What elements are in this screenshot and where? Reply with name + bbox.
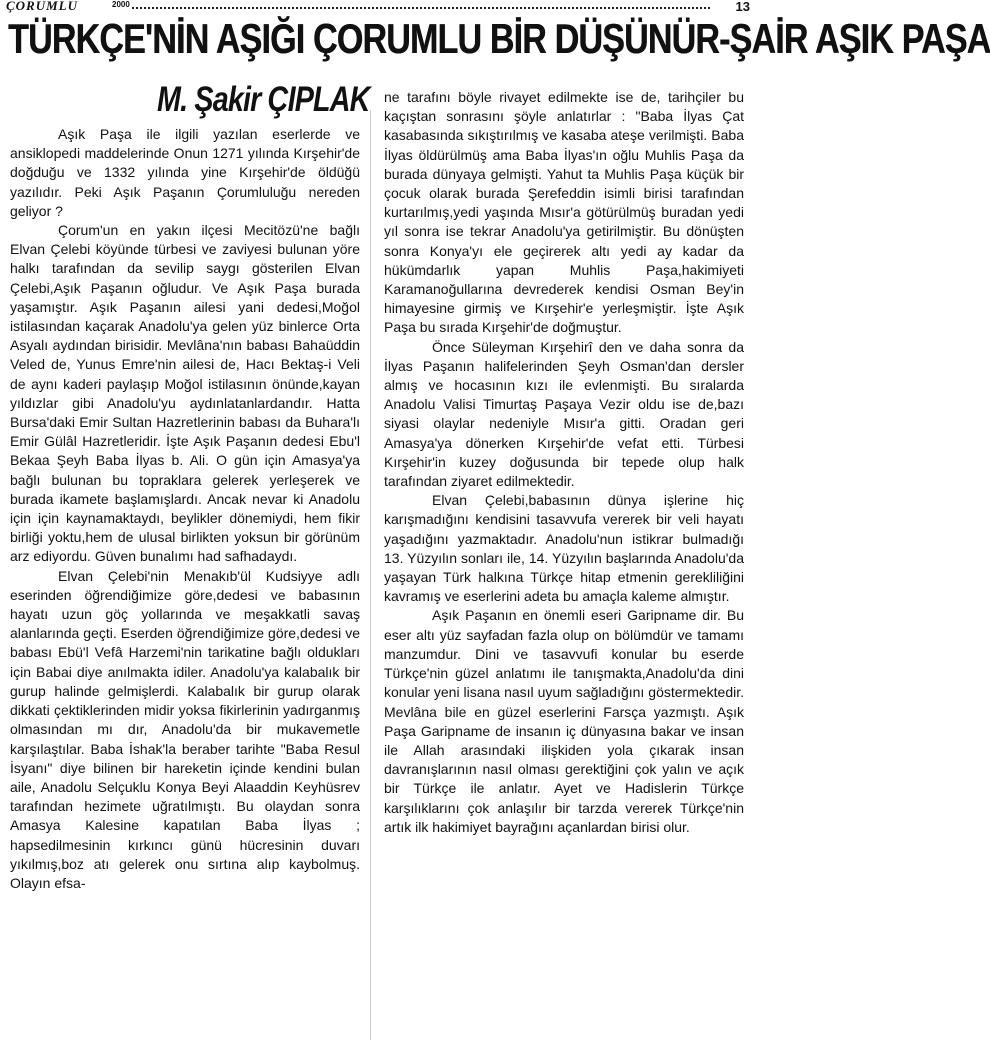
article-column-1 — [10, 125, 360, 893]
paragraph: Çorum'un en yakın ilçesi Mecitözü'ne bağlı Elvan Çelebi köyünde türbesi ve zaviyesi bulunan yöre halkı tarafından da sevilip saygı gösterilen Elvan Çelebi,Aşık Paşanın oğludur. Ve Aşık Paşa burada yaşamıştır. Aşık Paşanın ailesi yani dedesi,Moğol istilasından kaçarak Anadolu'ya gelen yüz binlerce Orta Asyalı aydından birisidir. Mevlâna'nın babası Bahaüddin Veled de, Yunus Emre'nin ailesi de, Hacı Bektaş-i Veli de aynı kaderi paylaşıp Moğol istilasının önünde,kayan yıldızlar gibi Anadolu'yu aydınlatanlardandır. Hatta Bursa'daki Emir Sultan Hazretlerinin babası da Buhara'lı Emir Gülâl Hazretleridir. İşte Aşık Paşanın dedesi Ebu'l Bekaa Şeyh Baba İlyas b. Ali. O gün için Amasya'ya bağlı bulunan bu topraklara gelerek yerleşerek ve burada ikamete başlamışlardı. Ancak nevar ki Anadolu için için kaynamaktaydı, beylikler dönemiydi, hem fikir birliği yoktu,hem de ulusal birlikten yoksun bir görünüm arz ediyordu. Güven bunalımı had safhadaydı. — [10, 222, 360, 565]
article-title: TÜRKÇE'NİN AŞIĞI ÇORUMLU BİR DÜŞÜNÜR-ŞAİR AŞIK PAŞA — [8, 15, 990, 62]
article-column-2 — [384, 88, 744, 837]
column-divider — [370, 110, 371, 1040]
issue-year: 2000 — [112, 0, 130, 9]
newspaper-logo: ÇORUMLU — [6, 0, 79, 13]
header-rule — [132, 7, 710, 9]
paragraph: Elvan Çelebi'nin Menakıb'ül Kudsiyye adlı eserinden öğrendiğimize göre,dedesi ve babasının hayatı uzun göç yollarında ve meşakkatli savaş alanlarında geçti. Eserden öğrendiğimize göre,dedesi ve babası Ebü'l Vefâ Harzemi'nin tarikatine bağlı oldukları için Babai diye anılmakta idiler. Anadolu'ya kalabalık bir gurup halinde gelmişlerdi. Kalabalık bir gurup olarak dikkati çektiklerinden midir yoksa fikirlerinin yadırganmış olmasından mı dır, Anadolu'da bir mukavemetle karşılaştılar. Baba İshak'la beraber tarihte "Baba Resul İsyanı" diye bilinen bir hareketin içinde kendini bulan aile, Anadolu Selçuklu Konya Beyi Alaaddin Keyhüsrev tarafından hezimete uğratılmıştı. Bu olaydan sonra Amasya Kalesine kapatılan Baba İlyas ; hapsedilmesinin kırkıncı günü hücresinin duvarı yıkılmış,boz atı gelerek onu sırtına alıp kaybolmuş. Olayın efsa- — [10, 567, 360, 891]
paragraph: Aşık Paşa ile ilgili yazılan eserlerde ve ansiklopedi maddelerinde Onun 1271 yılında Kırşehir'de doğduğu ve 1332 yılında yine Kırşehir'de öldüğü yazılıdır. Peki Aşık Paşanın Çorumluluğu nereden geliyor ? — [10, 126, 360, 219]
article-author: M. Şakir ÇIPLAK — [157, 80, 370, 119]
paragraph: ne tarafını böyle rivayet edilmekte ise de, tarihçiler bu kaçıştan sonrasını şöyle anlatırlar : "Baba İlyas Çat kasabasında sıkıştırılmış ve kasaba ateşe verilmişti. Baba İlyas öldürülmüş ama Baba İlyas'ın oğlu Muhlis Paşa da burada dünyaya gelmişti. Yahut ta Muhlis Paşa küçük bir çocuk olarak burada Şerefeddin isimli birisi tarafından kurtarılmış,yedi yaşında Mısır'a götürülmüş buradan yedi yıl sonra ise tekrar Anadolu'ya getirilmiştir. Bu dönüşten sonra Konya'yı ele geçirerek altı yedi ay kadar da hükümdarlık yapan Muhlis Paşa,hakimiyeti Karamanoğullarına devrederek kendisi Osman Bey'in himayesine girmiş ve Kırşehir'e yerleşmiştir. İşte Aşık Paşa bu sırada Kırşehir'de doğmuştur. — [384, 89, 744, 336]
paragraph: Elvan Çelebi,babasının dünya işlerine hiç karışmadığını kendisini tasavvufa vererek bir veli hayatı yaşadığını yazmaktadır. Anadolu'nun istikrar bulmadığı 13. Yüzyılın sonları ile, 14. Yüzyılın başlarında Anadolu'da yaşayan Türk halkına Türkçe hitap etmenin gerekliliğini kavramış ve eserlerini adeta bu amaçla kaleme almıştır. — [384, 492, 744, 605]
paragraph: Önce Süleyman Kırşehirî den ve daha sonra da İlyas Paşanın halifelerinden Şeyh Osman'dan dersler almış ve hocasının kızı ile evlenmişti. Bu sıralarda Anadolu Valisi Timurtaş Paşaya Vezir oldu ise de,bazı siyasi olaylar nedeniyle Mısır'a gitti. Oradan geri Amasya'ya dönerken Kırşehir'de vefat etti. Türbesi Kırşehir'in kuzey doğusunda bir tepede olup halk tarafından ziyaret edilmektedir. — [384, 338, 744, 490]
paragraph: Aşık Paşanın en önemli eseri Garipname dir. Bu eser altı yüz sayfadan fazla olup on bölümdür ve tamamı manzumdur. Dini ve tasavvufi konular bu eserde Türkçe'nin güzel anlatımı ile tanışmakta,Anadolu'da dini konular yeni lisana nasıl uyum sağladığını göstermektedir. Mevlâna bile en güzel eserlerini Farsça yazmıştı. Aşık Paşa Garipname de insanın iç dünyasına bakar ve insan ile Allah arasındaki ilişkiden yola çıkarak insan davranışlarının nasıl olması gerektiğini çok yalın ve açık bir Türkçe ile anlatır. Ayet ve Hadislerin Türkçe karşılıklarını çok anlaşılır bir tarzda vererek Türkçe'nin artık ilk hakimiyet bayrağını açanlardan birisi olur. — [384, 607, 744, 835]
page-number: 13 — [735, 0, 750, 14]
